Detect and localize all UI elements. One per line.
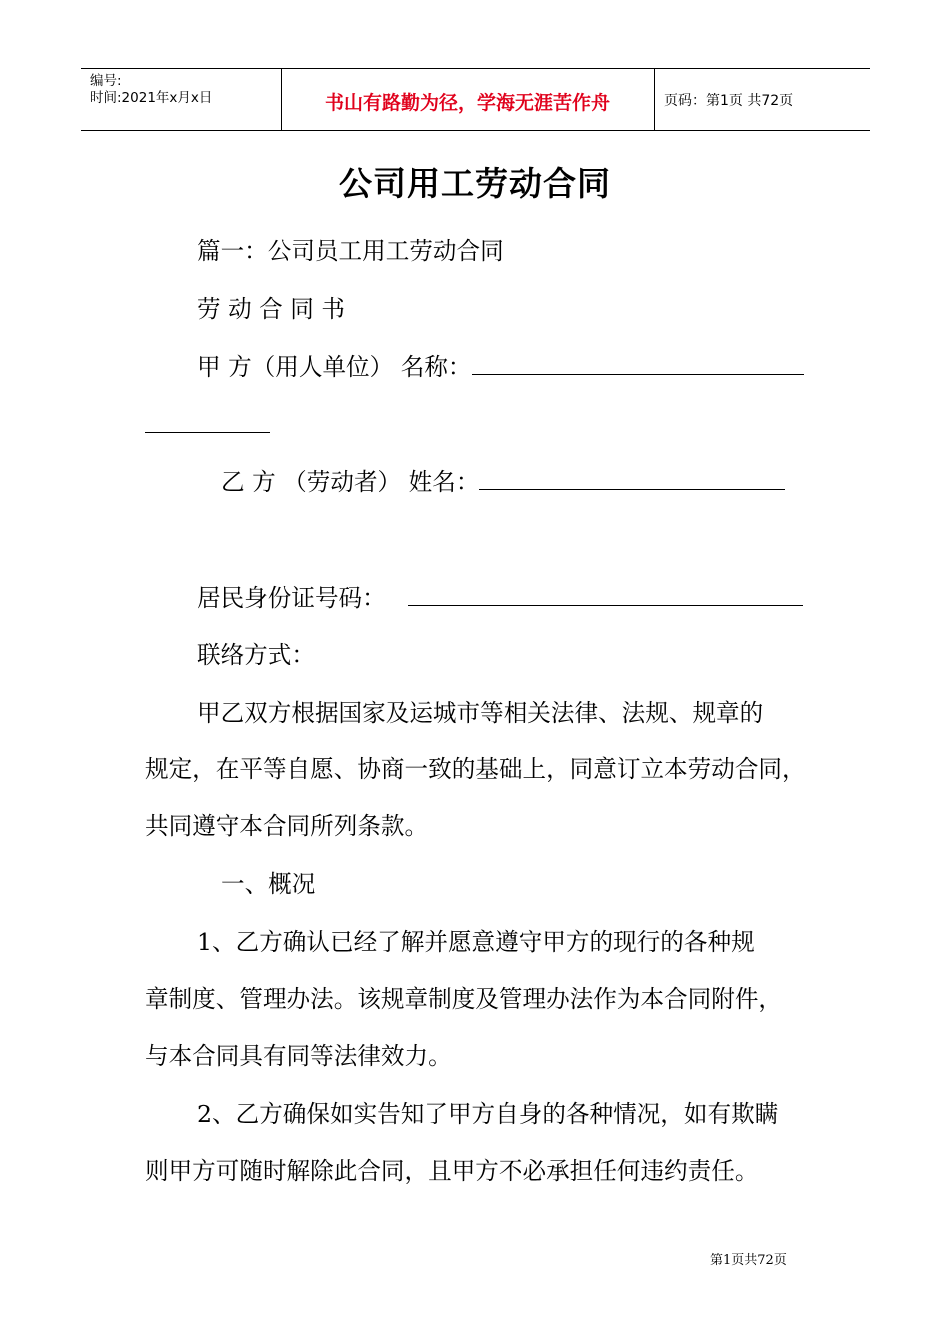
clause-1-line: 章制度、管理办法。该规章制度及管理办法作为本合同附件，: [145, 985, 783, 1013]
contact-label: 联络方式：: [197, 641, 315, 669]
footer-page-info: 第1页共72页: [710, 1253, 787, 1268]
party-b-line: [221, 467, 785, 497]
party-a-name-blank: [472, 352, 804, 375]
header-meta-cell: [81, 69, 282, 130]
serial-label: 编号:: [90, 73, 122, 89]
body-paragraph-line: 甲乙双方根据国家及运城市等相关法律、法规、规章的: [197, 699, 764, 727]
id-number-blank: [408, 583, 803, 606]
motto-text: 书山有路勤为径，学海无涯苦作舟: [324, 92, 610, 114]
header-motto-cell: [281, 69, 655, 130]
party-b-name-blank: [479, 467, 785, 490]
clause-heading: 一、概况: [221, 870, 316, 898]
section-heading: 篇一：公司员工用工劳动合同: [197, 237, 504, 265]
body-paragraph-line: 规定，在平等自愿、协商一致的基础上，同意订立本劳动合同，: [145, 755, 806, 783]
clause-2-line: 则甲方可随时解除此合同，且甲方不必承担任何违约责任。: [145, 1157, 759, 1185]
clause-2-line: 2、乙方确保如实告知了甲方自身的各种情况，如有欺瞒: [197, 1100, 779, 1128]
clause-1-line: 1、乙方确认已经了解并愿意遵守甲方的现行的各种规: [197, 928, 755, 956]
document-title: 公司用工劳动合同: [339, 164, 611, 203]
contract-subtitle: 劳 动 合 同 书: [197, 295, 345, 323]
party-a-label: 甲 方（用人单位） 名称：: [197, 353, 472, 381]
body-paragraph-line: 共同遵守本合同所列条款。: [145, 812, 429, 840]
date-label: 时间:2021年x月x日: [90, 90, 213, 106]
clause-1-line: 与本合同具有同等法律效力。: [145, 1042, 452, 1070]
party-b-label: 乙 方 （劳动者） 姓名：: [221, 468, 480, 496]
party-a-line: [197, 352, 804, 382]
party-a-continuation: [145, 410, 270, 440]
id-number-label: 居民身份证号码：: [197, 584, 386, 612]
id-number-line: [197, 583, 803, 613]
document-header: [81, 68, 870, 131]
header-page-info: 页码：第1页 共72页: [664, 93, 794, 109]
party-a-name-blank-continued: [145, 410, 270, 433]
header-page-cell: [654, 69, 870, 130]
